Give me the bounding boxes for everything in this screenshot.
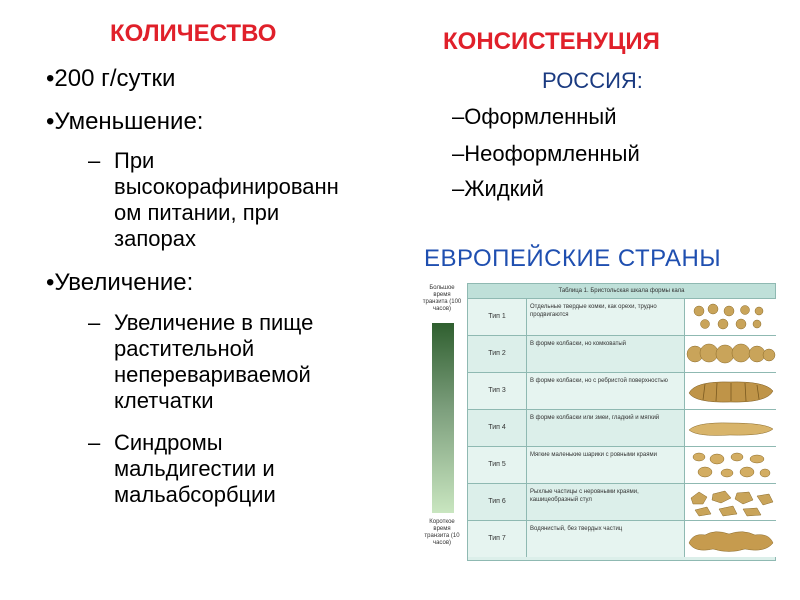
- stool-type2-illustration: [684, 336, 776, 372]
- type-cell: Тип 1: [468, 299, 527, 335]
- bullet-amount: [46, 64, 175, 94]
- type-cell: Тип 4: [468, 410, 527, 446]
- text-line: растительной: [114, 336, 255, 361]
- table-row: [468, 447, 775, 484]
- text-line: Увеличение в пище: [114, 310, 314, 335]
- table-row: [468, 336, 775, 373]
- text-line: клетчатки: [114, 388, 214, 413]
- bristol-rows: [468, 299, 775, 557]
- sub-increase-text-2: [114, 430, 276, 508]
- bullet-mark: •: [46, 65, 55, 92]
- europe-heading: ЕВРОПЕЙСКИЕ СТРАНЫ: [424, 245, 722, 272]
- sub-decrease-dash: –: [88, 148, 101, 173]
- text-line: Синдромы: [114, 430, 223, 455]
- table-row: [468, 521, 775, 557]
- stool-type7-illustration: [684, 521, 776, 557]
- bullet-text: Уменьшение:: [54, 108, 204, 135]
- consistency-type: –Неоформленный: [452, 141, 640, 166]
- type-cell: Тип 7: [468, 521, 527, 557]
- text-line: При: [114, 148, 155, 173]
- bristol-table: [467, 283, 776, 561]
- type-cell: Тип 2: [468, 336, 527, 372]
- desc-cell: В форме колбаски или змеи, гладкий и мягкий: [530, 415, 660, 421]
- stool-type1-illustration: [684, 299, 776, 335]
- type-cell: Тип 3: [468, 373, 527, 409]
- bullet-decrease: [46, 107, 203, 137]
- stool-type3-illustration: [684, 373, 776, 409]
- desc-cell: Рыхлые частицы с неровными краями, кашицеобразный стул: [530, 489, 639, 503]
- bristol-title: Таблица 1. Бристольская шкала формы кала: [468, 284, 775, 299]
- transit-time-bar: [432, 323, 454, 513]
- consistency-type: –Оформленный: [452, 104, 617, 129]
- text-line: мальдигестии и: [114, 456, 275, 481]
- stool-type5-illustration: [684, 447, 776, 483]
- type-cell: Тип 6: [468, 484, 527, 520]
- text-line: мальабсорбции: [114, 482, 276, 507]
- desc-cell: Отдельные твердые комки, как орехи, трудно продвигаются: [530, 304, 657, 318]
- text-line: высокорафинированн: [114, 174, 339, 199]
- bristol-scale-image: [422, 283, 776, 559]
- transit-top-label: Большое время транзита (100 часов): [422, 285, 462, 312]
- desc-cell: В форме колбаски, но комковатый: [530, 341, 626, 347]
- table-row: [468, 373, 775, 410]
- bullet-increase: [46, 268, 193, 298]
- bullet-mark: •: [46, 269, 55, 296]
- stool-type4-illustration: [684, 410, 776, 446]
- text-line: запорах: [114, 226, 196, 251]
- text-line: ом питании, при: [114, 200, 280, 225]
- right-heading: КОНСИСТЕНУЦИЯ: [443, 28, 660, 55]
- left-heading: КОЛИЧЕСТВО: [110, 20, 277, 47]
- bullet-mark: •: [46, 108, 55, 135]
- transit-bottom-label: Короткое время транзита (10 часов): [424, 519, 460, 546]
- text-line: неперевариваемой: [114, 362, 311, 387]
- type-cell: Тип 5: [468, 447, 527, 483]
- sub-increase-dash-2: –: [88, 430, 101, 455]
- table-row: [468, 410, 775, 447]
- bullet-text: 200 г/сутки: [54, 65, 176, 92]
- stool-type6-illustration: [684, 484, 776, 520]
- table-row: [468, 484, 775, 521]
- bullet-text: Увеличение:: [54, 269, 194, 296]
- consistency-type: –Жидкий: [452, 176, 544, 201]
- sub-increase-text-1: [114, 310, 313, 414]
- sub-increase-dash-1: –: [88, 310, 101, 335]
- desc-cell: Водянистый, без твердых частиц: [530, 526, 623, 532]
- sub-decrease-text: [114, 148, 339, 252]
- russia-label: РОССИЯ:: [542, 68, 643, 93]
- desc-cell: В форме колбаски, но с ребристой поверхностью: [530, 378, 668, 384]
- table-row: [468, 299, 775, 336]
- desc-cell: Мягкие маленькие шарики с ровными краями: [530, 452, 657, 458]
